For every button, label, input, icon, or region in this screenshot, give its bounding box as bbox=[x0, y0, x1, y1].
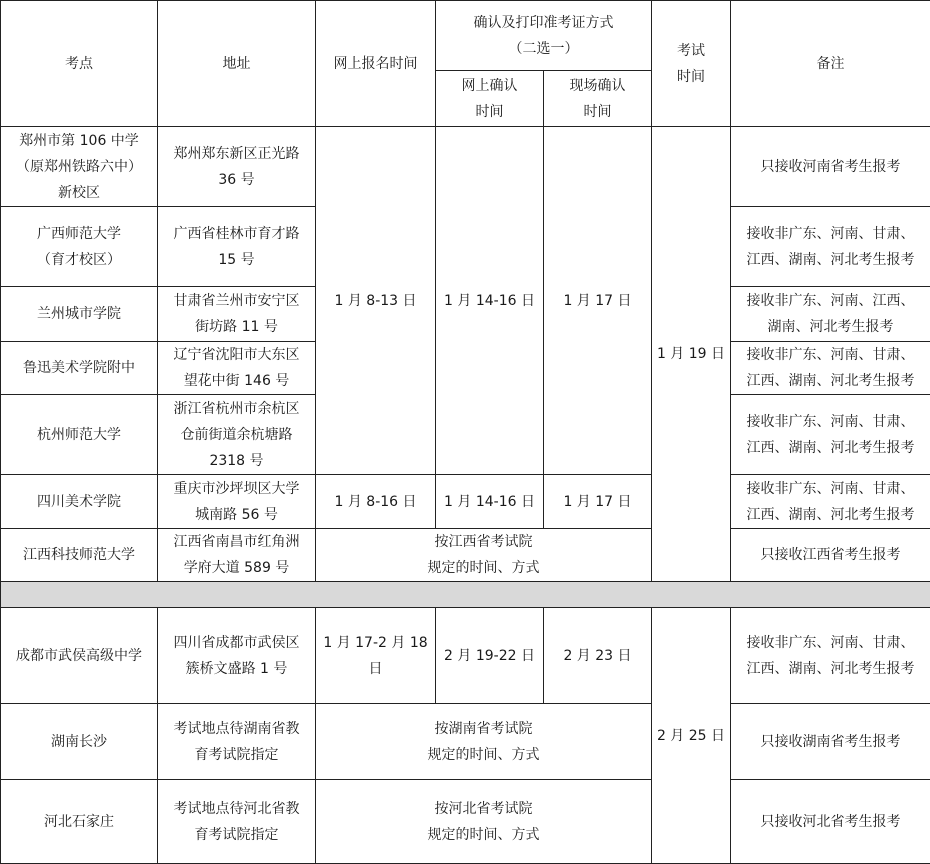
table-row bbox=[1, 127, 930, 207]
method-cell: 按河北省考试院 规定的时间、方式 bbox=[316, 780, 652, 864]
remark-cell: 接收非广东、河南、甘肃、 江西、湖南、河北考生报考 bbox=[731, 395, 930, 475]
venue-cell: 江西科技师范大学 bbox=[1, 529, 158, 582]
exam-time-cell: 2 月 25 日 bbox=[652, 608, 731, 864]
venue-cell: 鲁迅美术学院附中 bbox=[1, 342, 158, 395]
remark-cell: 只接收江西省考生报考 bbox=[731, 529, 930, 582]
address-cell: 江西省南昌市红角洲 学府大道 589 号 bbox=[158, 529, 316, 582]
header-online-confirm: 网上确认 时间 bbox=[436, 71, 544, 127]
remark-cell: 接收非广东、河南、甘肃、 江西、湖南、河北考生报考 bbox=[731, 475, 930, 529]
header-onsite-confirm: 现场确认 时间 bbox=[544, 71, 652, 127]
table-row bbox=[1, 780, 930, 864]
address-cell: 郑州郑东新区正光路 36 号 bbox=[158, 127, 316, 207]
table-row bbox=[1, 475, 930, 529]
registration-time-cell: 1 月 8-16 日 bbox=[316, 475, 436, 529]
venue-cell: 四川美术学院 bbox=[1, 475, 158, 529]
header-exam-time: 考试 时间 bbox=[652, 1, 731, 127]
address-cell: 考试地点待湖南省教 育考试院指定 bbox=[158, 704, 316, 780]
separator-bar bbox=[1, 582, 930, 608]
table-row bbox=[1, 608, 930, 704]
address-cell: 浙江省杭州市余杭区 仓前街道余杭塘路 2318 号 bbox=[158, 395, 316, 475]
address-cell: 四川省成都市武侯区 簇桥文盛路 1 号 bbox=[158, 608, 316, 704]
onsite-confirm-cell: 1 月 17 日 bbox=[544, 127, 652, 475]
online-confirm-cell: 1 月 14-16 日 bbox=[436, 475, 544, 529]
remark-cell: 只接收河北省考生报考 bbox=[731, 780, 930, 864]
header-confirm-group: 确认及打印准考证方式 （二选一） bbox=[436, 1, 652, 71]
section-separator bbox=[1, 582, 930, 608]
header-address: 地址 bbox=[158, 1, 316, 127]
remark-cell: 接收非广东、河南、甘肃、 江西、湖南、河北考生报考 bbox=[731, 608, 930, 704]
registration-time-cell: 1 月 8-13 日 bbox=[316, 127, 436, 475]
remark-cell: 只接收湖南省考生报考 bbox=[731, 704, 930, 780]
table-row bbox=[1, 704, 930, 780]
header-remarks: 备注 bbox=[731, 1, 930, 127]
onsite-confirm-cell: 1 月 17 日 bbox=[544, 475, 652, 529]
venue-cell: 郑州市第 106 中学 （原郑州铁路六中） 新校区 bbox=[1, 127, 158, 207]
address-cell: 广西省桂林市育才路 15 号 bbox=[158, 207, 316, 287]
method-cell: 按江西省考试院 规定的时间、方式 bbox=[316, 529, 652, 582]
onsite-confirm-cell: 2 月 23 日 bbox=[544, 608, 652, 704]
address-cell: 重庆市沙坪坝区大学 城南路 56 号 bbox=[158, 475, 316, 529]
venue-cell: 杭州师范大学 bbox=[1, 395, 158, 475]
header-venue: 考点 bbox=[1, 1, 158, 127]
venue-cell: 成都市武侯高级中学 bbox=[1, 608, 158, 704]
remark-cell: 接收非广东、河南、甘肃、 江西、湖南、河北考生报考 bbox=[731, 342, 930, 395]
online-confirm-cell: 2 月 19-22 日 bbox=[436, 608, 544, 704]
header-online-registration: 网上报名时间 bbox=[316, 1, 436, 127]
remark-cell: 接收非广东、河南、甘肃、 江西、湖南、河北考生报考 bbox=[731, 207, 930, 287]
address-cell: 甘肃省兰州市安宁区 街坊路 11 号 bbox=[158, 287, 316, 342]
remark-cell: 只接收河南省考生报考 bbox=[731, 127, 930, 207]
registration-time-cell: 1 月 17-2 月 18 日 bbox=[316, 608, 436, 704]
address-cell: 考试地点待河北省教 育考试院指定 bbox=[158, 780, 316, 864]
address-cell: 辽宁省沈阳市大东区 望花中街 146 号 bbox=[158, 342, 316, 395]
online-confirm-cell: 1 月 14-16 日 bbox=[436, 127, 544, 475]
method-cell: 按湖南省考试院 规定的时间、方式 bbox=[316, 704, 652, 780]
venue-cell: 广西师范大学 （育才校区） bbox=[1, 207, 158, 287]
venue-cell: 兰州城市学院 bbox=[1, 287, 158, 342]
exam-time-cell: 1 月 19 日 bbox=[652, 127, 731, 582]
table-row bbox=[1, 529, 930, 582]
venue-cell: 湖南长沙 bbox=[1, 704, 158, 780]
header-row bbox=[1, 1, 930, 71]
remark-cell: 接收非广东、河南、江西、 湖南、河北考生报考 bbox=[731, 287, 930, 342]
venue-cell: 河北石家庄 bbox=[1, 780, 158, 864]
